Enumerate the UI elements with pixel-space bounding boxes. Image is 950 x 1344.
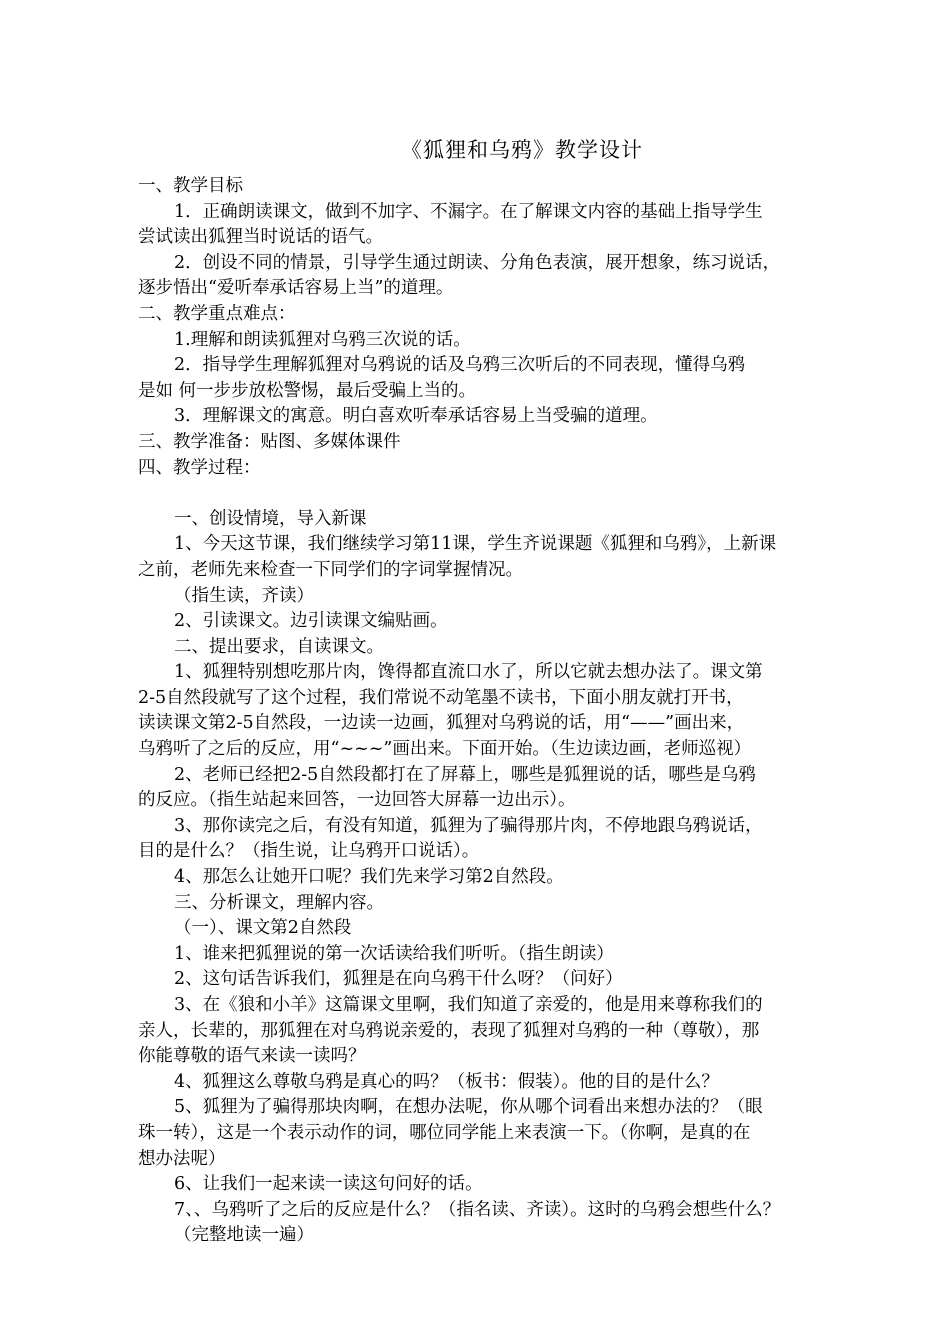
text-line: 逐步悟出“爱听奉承话容易上当”的道理。 [138, 278, 454, 299]
text-line: 1.理解和朗读狐狸对乌鸦三次说的话。 [174, 329, 471, 350]
text-line: 三、分析课文，理解内容。 [174, 892, 384, 913]
text-line: 6、让我们一起来读一读这句问好的话。 [174, 1174, 483, 1195]
text-line: 是如 何一步步放松警惕，最后受骗上当的。 [138, 380, 477, 401]
text-line: 1、谁来把狐狸说的第一次话读给我们听听。（指生朗读） [174, 943, 614, 964]
text-line: 一、创设情境，导入新课 [174, 508, 367, 529]
text-line: 亲人，长辈的，那狐狸在对乌鸦说亲爱的，表现了狐狸对乌鸦的一种（尊敬），那 [138, 1020, 760, 1041]
text-line: 目的是什么？（指生说，让乌鸦开口说话）。 [138, 841, 480, 862]
text-line: 1、狐狸特别想吃那片肉，馋得都直流口水了，所以它就去想办法了。课文第 [174, 662, 763, 683]
text-line: 想办法呢） [138, 1148, 226, 1169]
text-line: 乌鸦听了之后的反应，用“~~~”画出来。下面开始。（生边读边画，老师巡视） [138, 739, 752, 760]
text-line: 一、教学目标 [138, 176, 243, 196]
text-line: 3、那你读完之后，有没有知道，狐狸为了骗得那片肉，不停地跟乌鸦说话， [174, 815, 763, 836]
text-line: 二、提出要求，自读课文。 [174, 636, 384, 657]
text-line: 珠一转），这是一个表示动作的词，哪位同学能上来表演一下。（你啊，是真的在 [138, 1122, 751, 1143]
text-line: （指生读，齐读） [174, 585, 314, 606]
text-line: 1、今天这节课，我们继续学习第11课，学生齐说课题《狐狸和乌鸦》，上新课 [174, 534, 777, 555]
text-line: 之前，老师先来检查一下同学们的字词掌握情况。 [138, 559, 523, 580]
text-line: 4、那怎么让她开口呢？我们先来学习第2自然段。 [174, 867, 564, 888]
text-line: 三、教学准备：贴图、多媒体课件 [138, 431, 401, 452]
text-line: 2-5自然段就写了这个过程，我们常说不动笔墨不读书，下面小朋友就打开书， [138, 687, 744, 708]
text-line: 2、老师已经把2-5自然段都打在了屏幕上，哪些是狐狸说的话，哪些是乌鸦 [174, 764, 756, 785]
text-line: 2、这句话告诉我们，狐狸是在向乌鸦干什么呀？（问好） [174, 969, 623, 990]
text-line: 2．创设不同的情景，引导学生通过朗读、分角色表演，展开想象，练习说话， [174, 252, 781, 273]
text-line: 3、在《狼和小羊》这篇课文里啊，我们知道了亲爱的，他是用来尊称我们的 [174, 995, 763, 1015]
text-line: 读读课文第2-5自然段，一边读一边画，狐狸对乌鸦说的话，用“——”画出来， [138, 713, 745, 734]
text-line: 二、教学重点难点： [138, 303, 296, 324]
text-line: 四、教学过程： [138, 457, 261, 478]
text-line: 5、狐狸为了骗得那块肉啊，在想办法呢，你从哪个词看出来想办法的？（眼 [174, 1097, 763, 1118]
document-title: 《狐狸和乌鸦》教学设计 [401, 138, 643, 162]
text-line: 4、狐狸这么尊敬乌鸦是真心的吗？（板书：假装）。他的目的是什么？ [174, 1071, 719, 1092]
text-line: 2、引读课文。边引读课文编贴画。 [174, 611, 448, 632]
text-line: 7、、乌鸦听了之后的反应是什么？（指名读、齐读）。这时的乌鸦会想些什么？ [174, 1199, 781, 1220]
text-line: 2．指导学生理解狐狸对乌鸦说的话及乌鸦三次听后的不同表现，懂得乌鸦 [174, 355, 746, 376]
text-line: 3．理解课文的寓意。明白喜欢听奉承话容易上当受骗的道理。 [174, 406, 658, 427]
document-body [138, 174, 906, 1249]
text-line: （一）、课文第2自然段 [174, 918, 352, 939]
text-line: 你能尊敬的语气来读一读吗？ [138, 1046, 366, 1067]
text-line: 的反应。（指生站起来回答，一边回答大屏幕一边出示）。 [138, 790, 576, 811]
text-line: （完整地读一遍） [174, 1225, 314, 1246]
text-line: 尝试读出狐狸当时说话的语气。 [138, 227, 383, 248]
blank-line [138, 481, 906, 507]
text-line: 1．正确朗读课文，做到不加字、不漏字。在了解课文内容的基础上指导学生 [174, 201, 763, 222]
